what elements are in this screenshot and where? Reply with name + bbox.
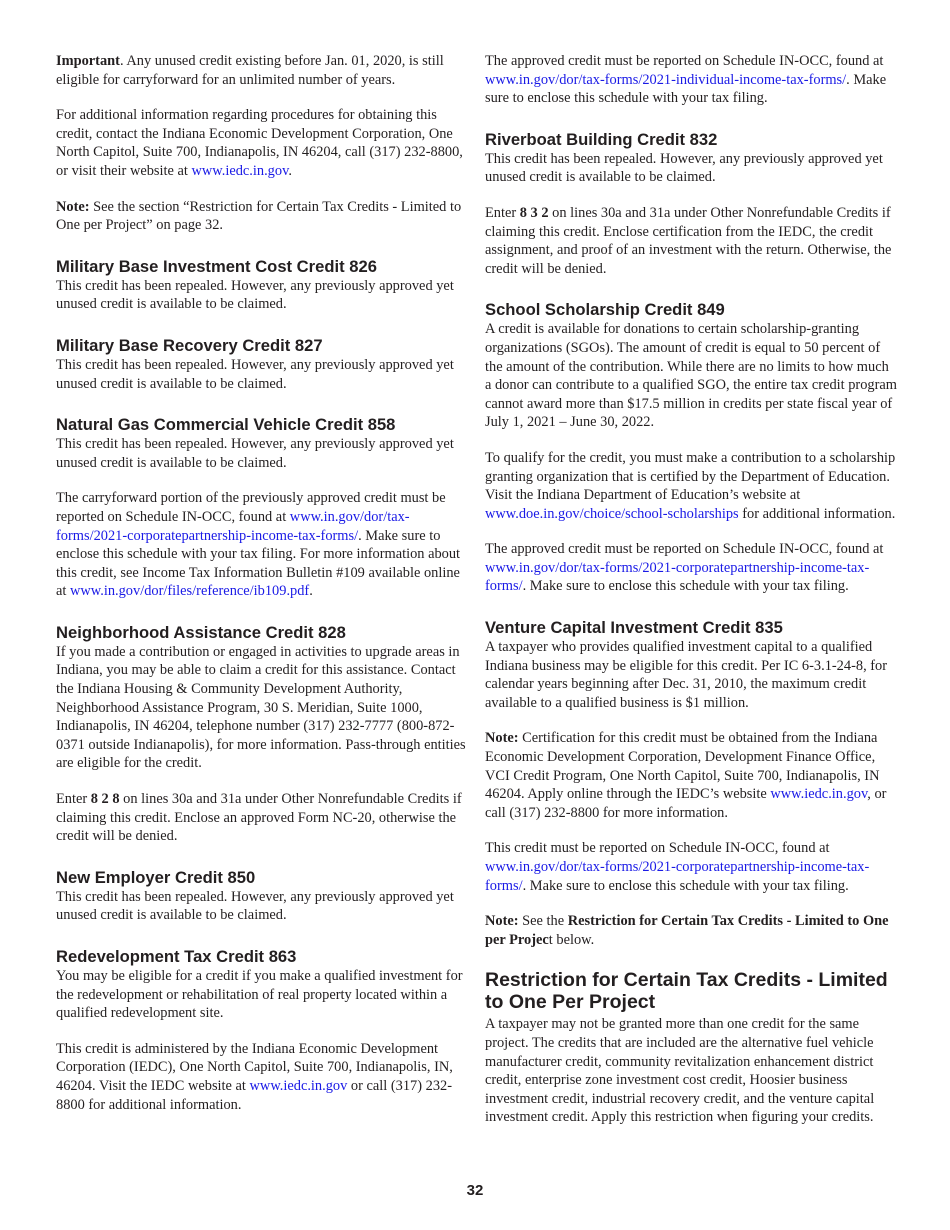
restriction-heading: Restriction for Certain Tax Credits - Limited to One Per Project [485, 969, 888, 1014]
corp-partnership-forms-link[interactable]: www.in.gov/dor/tax-forms/2021-corporatepartnership-income-tax-forms/ [56, 508, 410, 544]
military-base-investment-heading: Military Base Investment Cost Credit 826 [56, 256, 377, 276]
important-paragraph: Important. Any unused credit existing before Jan. 01, 2020, is still eligible for carryforward for an unlimited number of years. [56, 53, 444, 88]
redevelopment-heading: Redevelopment Tax Credit 863 [56, 947, 297, 966]
military-base-investment-text: This credit has been repealed. However, any previously approved yet unused credit is available to be claimed. [56, 277, 454, 313]
neighborhood-assistance-heading: Neighborhood Assistance Credit 828 [56, 622, 346, 642]
note-paragraph: Note: See the section “Restriction for Certain Tax Credits - Limited to One per Project” on page 32. [56, 198, 462, 234]
note-label: Note: [485, 730, 519, 747]
venture-capital-text: A taxpayer who provides qualified investment capital to a qualified Indiana business may be eligible for this credit. Per IC 6-3.1-24-8, for calendar years beginning after Dec. 31, 2010, the maximum credit available to a qualified business is $1 million. [485, 639, 888, 711]
restriction-reference: Restriction for Certain Tax Credits - Limited to One per Projec [485, 913, 889, 948]
school-scholarship-heading: School Scholarship Credit 849 [485, 300, 725, 320]
redevelopment-text: You may be eligible for a credit if you make a qualified investment for the redevelopment or rehabilitation of real property located within a qualified redevelopment site. [56, 968, 463, 1022]
note-label: Note: [485, 913, 519, 930]
riverboat-heading: Riverboat Building Credit 832 [485, 129, 718, 149]
new-employer-heading: New Employer Credit 850 [56, 867, 256, 887]
important-label: Important [56, 53, 120, 69]
individual-forms-link[interactable]: www.in.gov/dor/tax-forms/2021-individual-income-tax-forms/ [485, 71, 847, 88]
military-base-recovery-text: This credit has been repealed. However, any previously approved yet unused credit is available to be claimed. [56, 356, 454, 392]
page-number: 32 [466, 1182, 484, 1199]
corp-partnership-forms-link[interactable]: www.in.gov/dor/tax-forms/2021-corporatepartnership-income-tax-forms/ [485, 859, 870, 894]
iedc-link[interactable]: www.iedc.in.gov [770, 786, 868, 803]
venture-note-paragraph: Note: Certification for this credit must be obtained from the Indiana Economic Development Corporation, Development Finance Office, VCI Credit Program, One North Capitol, Suite 700, Indianapolis, IN 46204. Apply online through the IEDC’s website www.iedc.in.gov, or call (317) 232-8800 for more information. [485, 730, 887, 821]
new-employer-text: This credit has been repealed. However, any previously approved yet unused credit is available to be claimed. [56, 888, 454, 924]
approved-credit-paragraph: The approved credit must be reported on Schedule IN-OCC, found at www.in.gov/dor/tax-forms/2021-individual-income-tax-forms/. Make sure to enclose this schedule with your tax filing. [485, 53, 887, 107]
carryforward-paragraph: The carryforward portion of the previously approved credit must be reported on Schedule IN-OCC, found at www.in.gov/dor/tax-forms/2021-corporatepartnership-income-tax-forms/. Make sure to enclose this schedule with your tax filing. For more information about this credit, see Income Tax Information Bulletin #109 available online at www.in.gov/dor/files/reference/ib109.pdf. [56, 490, 461, 600]
venture-report-paragraph: This credit must be reported on Schedule IN-OCC, found at www.in.gov/dor/tax-forms/2021-corporatepartnership-income-tax-forms/. Make sure to enclose this schedule with your tax filing. [485, 840, 870, 894]
natural-gas-heading: Natural Gas Commercial Vehicle Credit 858 [56, 415, 396, 435]
school-approved-paragraph: The approved credit must be reported on Schedule IN-OCC, found at www.in.gov/dor/tax-forms/2021-corporatepartnership-income-tax-forms/. Make sure to enclose this schedule with your tax filing. [485, 541, 884, 595]
credit-code: 8 3 2 [519, 204, 549, 221]
restriction-text: A taxpayer may not be granted more than one credit for the same project. The credits that are included are the alternative fuel vehicle manufacturer credit, community revitalization enhancement district credit, enterprise zone investment cost credit, Hoosier business investment credit, industrial recovery credit, and the venture capital investment credit. Apply this restriction when figuring your credits. [485, 1016, 875, 1126]
credit-code: 8 2 8 [90, 791, 120, 808]
note-label: Note: [56, 198, 90, 215]
riverboat-enter-paragraph: Enter 8 3 2 on lines 30a and 31a under Other Nonrefundable Credits if claiming this credit. Enclose certification from the IEDC, the credit assignment, and proof of an investment with the return. Otherwise, the credit will be denied. [485, 204, 892, 277]
school-qualify-paragraph: To qualify for the credit, you must make a contribution to a scholarship granting organization that is certified by the Department of Education. Visit the Indiana Department of Education’s website at www.doe.in.gov/choice/school-scholarships for additional information. [485, 449, 896, 522]
iedc-link[interactable]: www.iedc.in.gov [249, 1077, 348, 1094]
right-column [485, 52, 897, 1127]
iedc-link[interactable]: www.iedc.in.gov [191, 162, 289, 179]
riverboat-text: This credit has been repealed. However, any previously approved yet unused credit is available to be claimed. [485, 150, 883, 186]
venture-see-paragraph: Note: See the Restriction for Certain Tax Credits - Limited to One per Project below. [485, 913, 889, 948]
doe-scholarships-link[interactable]: www.doe.in.gov/choice/school-scholarships [485, 505, 739, 522]
left-column [56, 52, 466, 1131]
additional-info-paragraph: For additional information regarding procedures for obtaining this credit, contact the Indiana Economic Development Corporation, One North Capitol, Suite 700, Indianapolis, IN 46204, call (317) 232-8800, or visit their website at www.iedc.in.gov. [56, 107, 463, 179]
corp-partnership-forms-link[interactable]: www.in.gov/dor/tax-forms/2021-corporatepartnership-income-tax-forms/ [485, 559, 870, 595]
neighborhood-enter-paragraph: Enter 8 2 8 on lines 30a and 31a under Other Nonrefundable Credits if claiming this credit. Enclose an approved Form NC-20, otherwise the credit will be denied. [56, 791, 462, 845]
venture-capital-heading: Venture Capital Investment Credit 835 [485, 618, 783, 638]
military-base-recovery-heading: Military Base Recovery Credit 827 [56, 335, 323, 355]
redevelopment-admin-paragraph: This credit is administered by the Indiana Economic Development Corporation (IEDC), One North Capitol, Suite 700, Indianapolis, IN, 46204. Visit the IEDC website at www.iedc.in.gov or call (317) 232-8800 for additional information. [56, 1040, 453, 1113]
school-scholarship-text: A credit is available for donations to certain scholarship-granting organizations (SGOs). The amount of credit is equal to 50 percent of the amount of the contribution. While there are no limits to how much a donor can contribute to a qualified SGO, the entire tax credit program cannot award more than $17.5 million in credits per state fiscal year of July 1, 2021 – June 30, 2022. [485, 321, 897, 431]
natural-gas-text: This credit has been repealed. However, any previously approved yet unused credit is available to be claimed. [56, 436, 454, 471]
neighborhood-assistance-text: If you made a contribution or engaged in activities to upgrade areas in Indiana, you may be able to claim a credit for this assistance. Contact the Indiana Housing & Community Development Authority, Neighborhood Assistance Program, 30 S. Meridian, Suite 1000, Indianapolis, IN 46204, telephone number (317) 232-7777 (800-872-0371 outside Indianapolis), for more information. Pass-through entities are eligible for the credit. [56, 643, 466, 772]
ib109-link[interactable]: www.in.gov/dor/files/reference/ib109.pdf [69, 583, 310, 600]
